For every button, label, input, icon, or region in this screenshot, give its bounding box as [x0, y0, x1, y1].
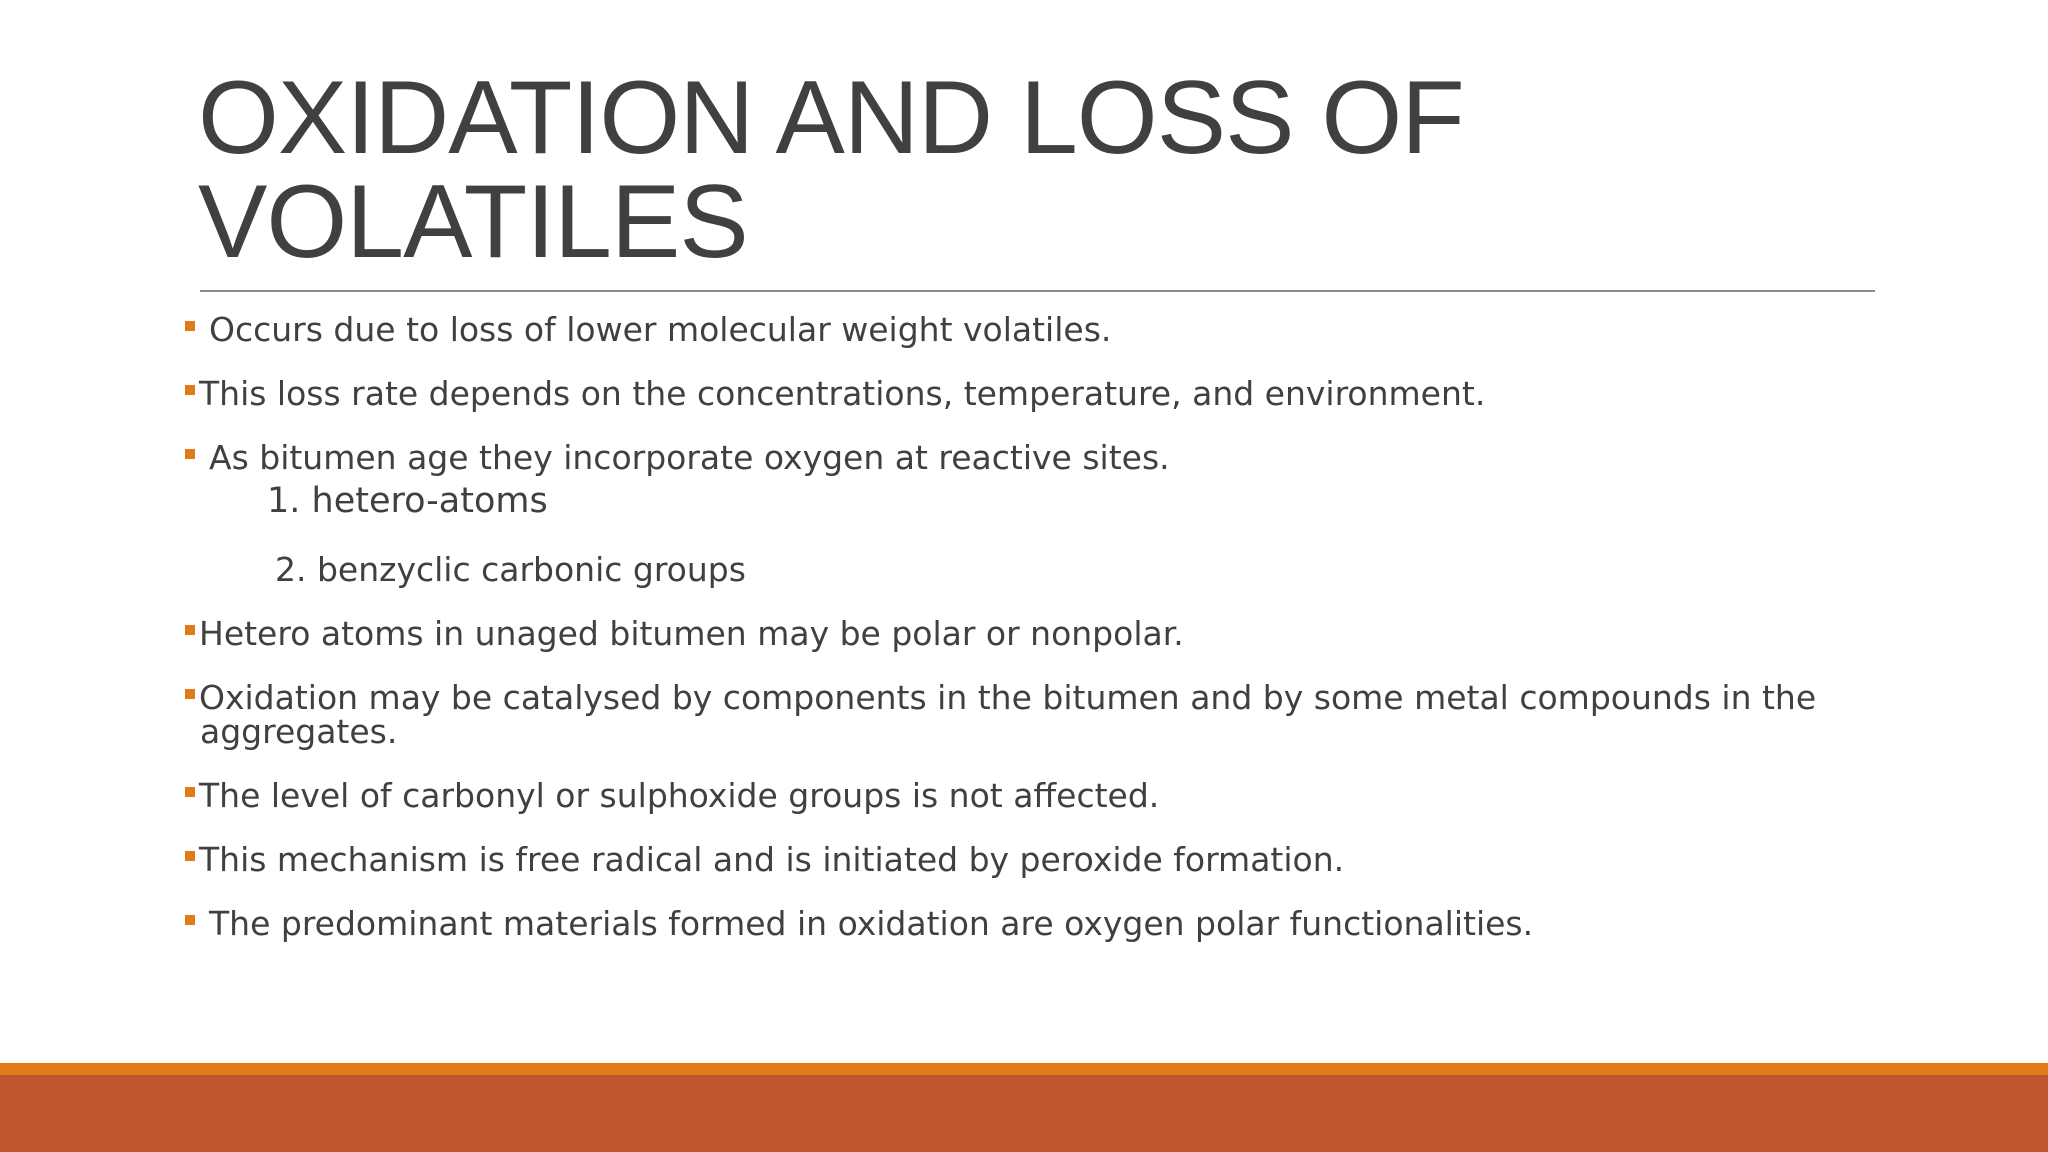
bullet-text: This mechanism is free radical and is initiated by peroxide formation. — [199, 840, 1345, 879]
bullet-marker-icon — [185, 449, 195, 459]
bullet-marker-icon — [185, 385, 195, 395]
bullet-marker-icon — [185, 787, 195, 797]
footer-band — [0, 1075, 2048, 1152]
bullet-item — [185, 906, 1533, 942]
bullet-marker-icon — [185, 851, 195, 861]
title-divider — [200, 290, 1875, 292]
bullet-marker-icon — [185, 625, 195, 635]
bullet-text: Oxidation may be catalysed by components in the bitumen and by some metal compounds in the — [199, 678, 1817, 717]
sub-item: 1. hetero-atoms — [267, 481, 548, 521]
bullet-text-continuation: aggregates. — [200, 712, 398, 751]
footer-accent-band — [0, 1063, 2048, 1075]
bullet-text: This loss rate depends on the concentrations, temperature, and environment. — [199, 374, 1486, 413]
bullet-item — [185, 312, 1111, 348]
bullet-item — [185, 842, 1344, 878]
bullet-item — [185, 376, 1485, 412]
bullet-marker-icon — [185, 321, 195, 331]
bullet-item — [185, 616, 1184, 652]
bullet-marker-icon — [185, 689, 195, 699]
bullet-item — [185, 680, 1816, 716]
bullet-text: Hetero atoms in unaged bitumen may be polar or nonpolar. — [199, 614, 1184, 653]
slide-title — [198, 60, 1838, 280]
sub-item: 2. benzyclic carbonic groups — [275, 550, 746, 589]
title-line-2: VOLATILES — [198, 164, 748, 280]
bullet-text: The level of carbonyl or sulphoxide groups is not affected. — [199, 776, 1160, 815]
bullet-text: As bitumen age they incorporate oxygen at reactive sites. — [209, 438, 1170, 477]
bullet-text: Occurs due to loss of lower molecular weight volatiles. — [209, 310, 1112, 349]
bullet-marker-icon — [185, 915, 195, 925]
bullet-item — [185, 778, 1159, 814]
bullet-item — [185, 440, 1170, 476]
title-line-1: OXIDATION AND LOSS OF — [198, 60, 1464, 176]
bullet-text: The predominant materials formed in oxidation are oxygen polar functionalities. — [209, 904, 1534, 943]
